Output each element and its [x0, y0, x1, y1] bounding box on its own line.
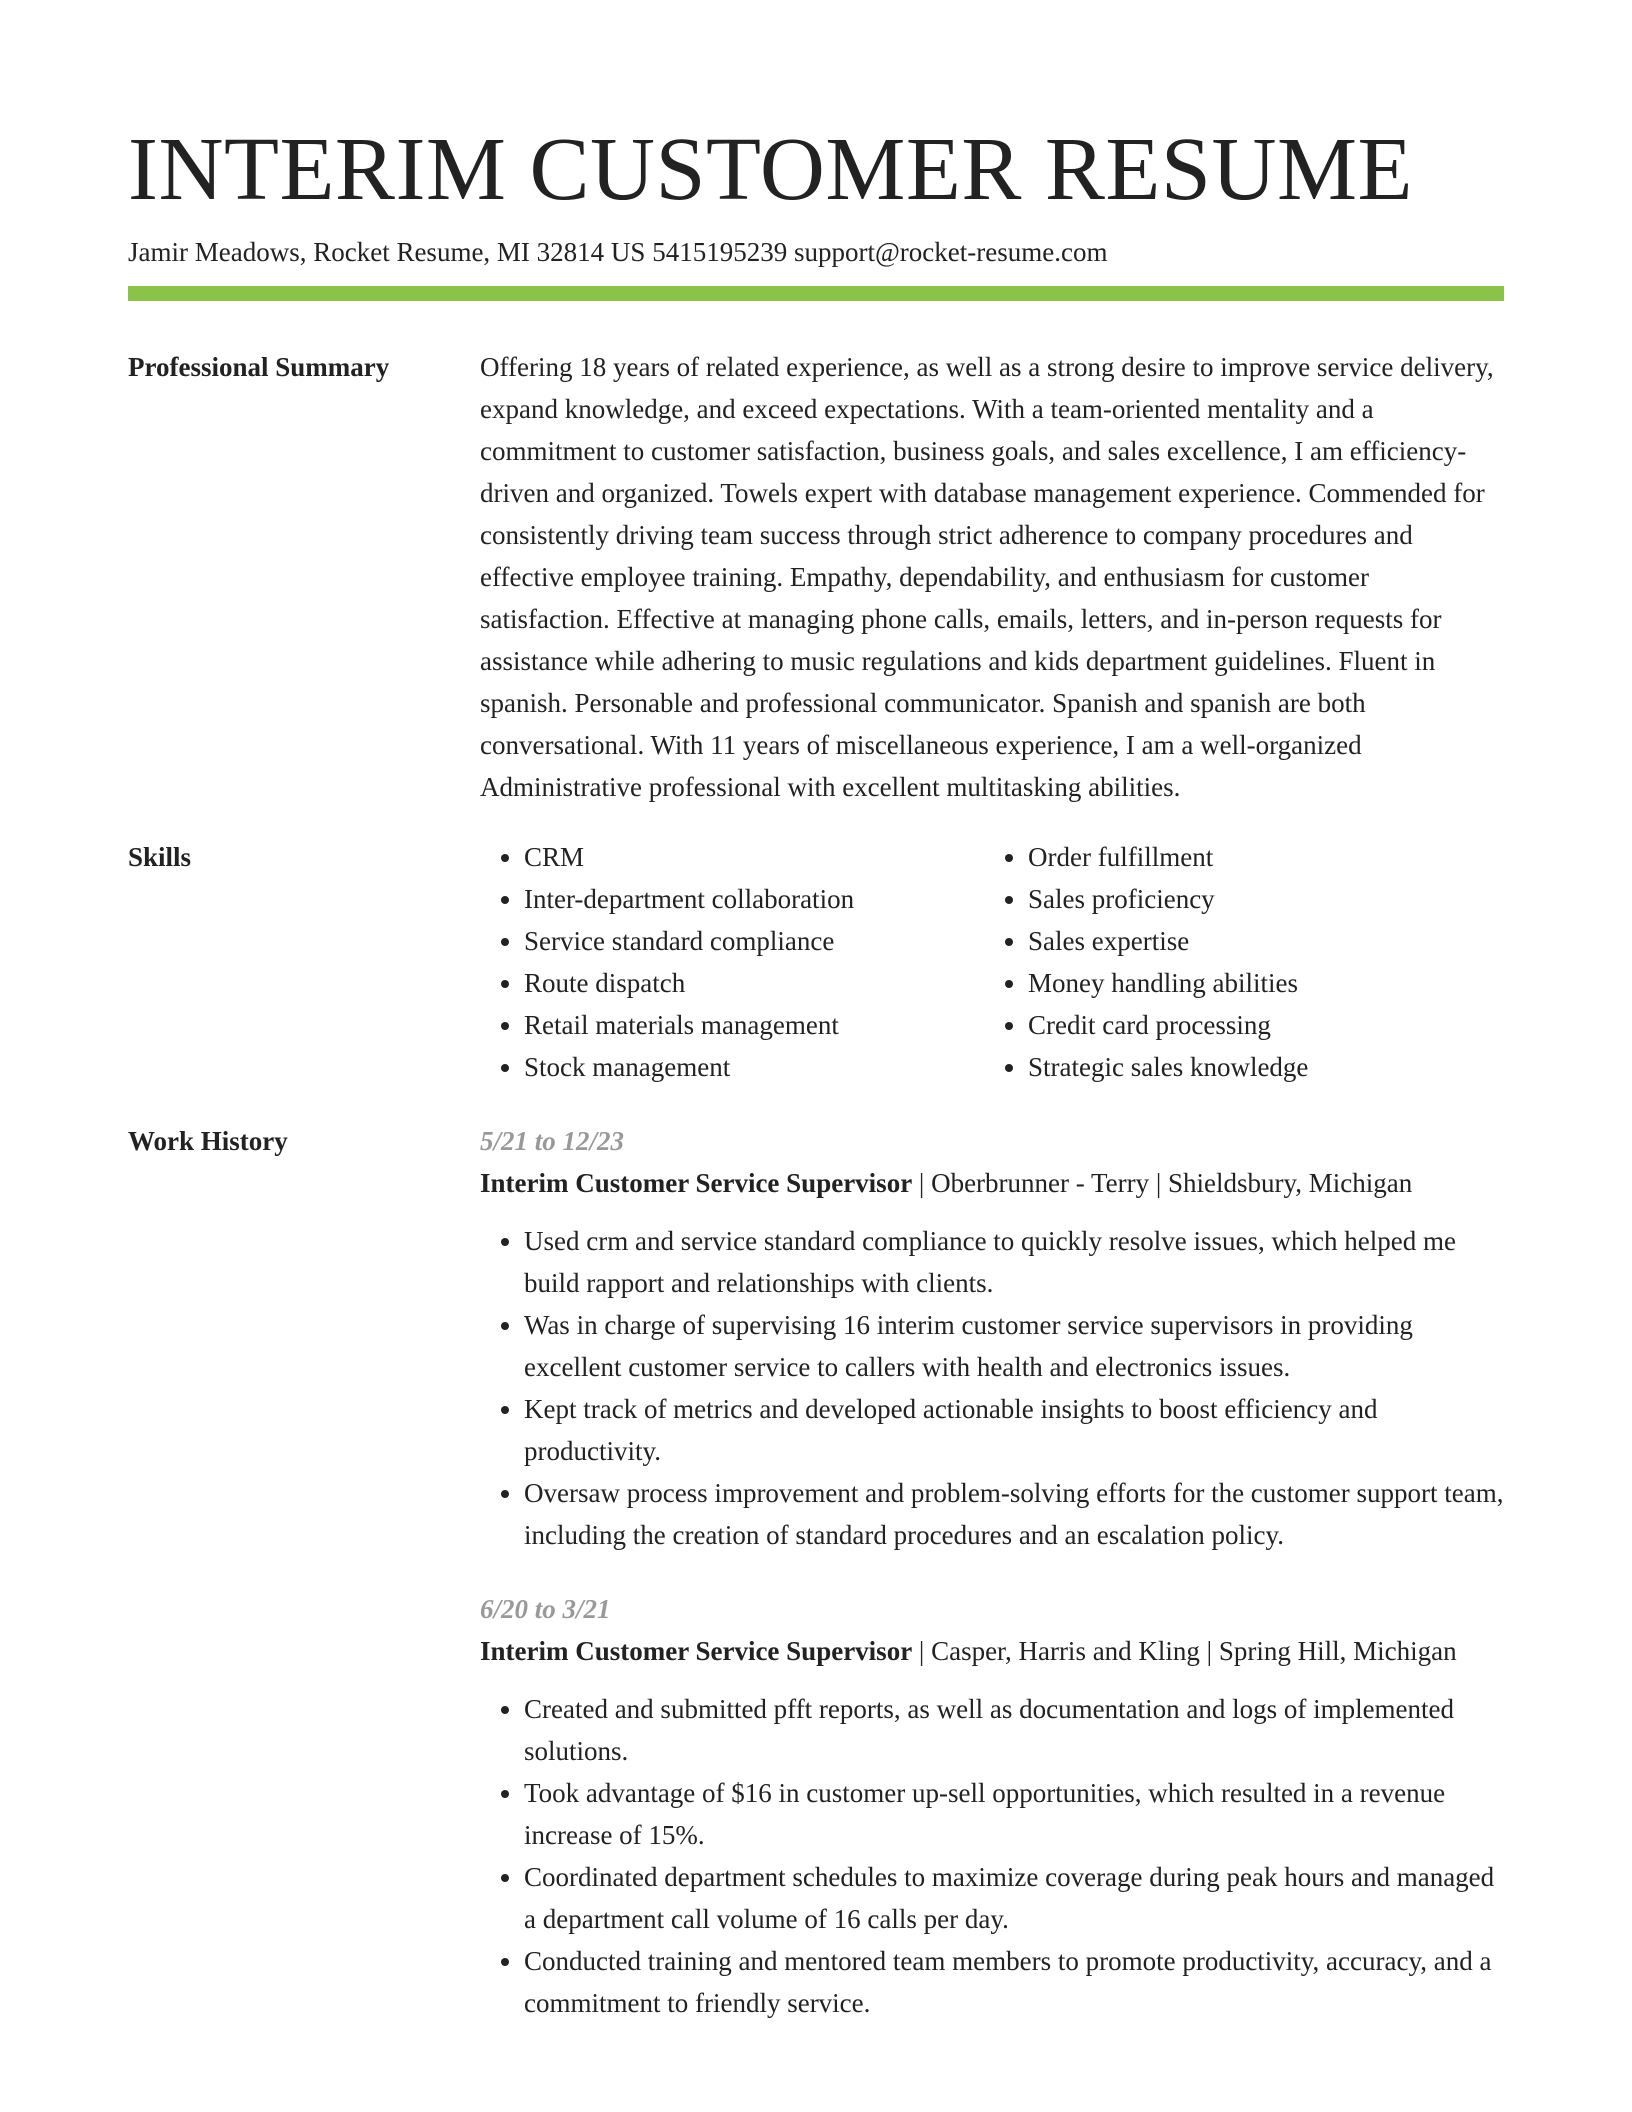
job-entry [480, 1120, 1504, 1556]
job-bullets [480, 1688, 1504, 2024]
list-item: • Oversaw process improvement and problem-solving efforts for the customer support team, including the creation of standard procedures and an escalation policy. [524, 1472, 1504, 1556]
list-item: • Strategic sales knowledge [1028, 1046, 1488, 1088]
list-item: • Conducted training and mentored team members to promote productivity, accuracy, and a commitment to friendly service. [524, 1940, 1504, 2024]
section-label-work: Work History [128, 1126, 288, 1156]
list-item: • Was in charge of supervising 16 interim customer service supervisors in providing excellent customer service to callers with health and electronics issues. [524, 1304, 1504, 1388]
list-item: • Order fulfillment [1028, 836, 1488, 878]
skills-list-right [984, 836, 1488, 1088]
list-item: • Stock management [524, 1046, 984, 1088]
list-item: • Retail materials management [524, 1004, 984, 1046]
resume-title: INTERIM CUSTOMER RESUME [128, 120, 1413, 219]
list-item: • Credit card processing [1028, 1004, 1488, 1046]
section-label-summary: Professional Summary [128, 352, 390, 382]
list-item: • Coordinated department schedules to maximize coverage during peak hours and managed a department call volume of 16 calls per day. [524, 1856, 1504, 1940]
list-item: • Kept track of metrics and developed actionable insights to boost efficiency and productivity. [524, 1388, 1504, 1472]
section-label-skills: Skills [128, 842, 192, 872]
contact-line: Jamir Meadows, Rocket Resume, MI 32814 US 5415195239 support@rocket-resume.com [128, 237, 1108, 267]
list-item: • Inter-department collaboration [524, 878, 984, 920]
summary-text: Offering 18 years of related experience, as well as a strong desire to improve service delivery, expand knowledge, and exceed expectations. With a team-oriented mentality and a commitment to customer satisfaction, business goals, and sales excellence, I am efficiency-driven and organized. Towels expert with database management experience. Commended for consistently driving team success through strict adherence to company procedures and effective employee training. Empathy, dependability, and enthusiasm for customer satisfaction. Effective at managing phone calls, emails, letters, and in-person requests for assistance while adhering to music regulations and kids department guidelines. Fluent in spanish. Personable and professional communicator. Spanish and spanish are both conversational. With 11 years of miscellaneous experience, I am a well-organized Administrative professional with excellent multitasking abilities. [480, 352, 1494, 802]
list-item: • Route dispatch [524, 962, 984, 1004]
list-item: • Used crm and service standard compliance to quickly resolve issues, which helped me build rapport and relationships with clients. [524, 1220, 1504, 1304]
summary-body [480, 346, 1504, 808]
list-item: • Sales expertise [1028, 920, 1488, 962]
skills-list-left [480, 836, 984, 1088]
list-item: • Sales proficiency [1028, 878, 1488, 920]
list-item: • Took advantage of $16 in customer up-sell opportunities, which resulted in a revenue increase of 15%. [524, 1772, 1504, 1856]
job-entry [480, 1588, 1504, 2024]
job-title: Interim Customer Service Supervisor [480, 1168, 913, 1198]
list-item: • Service standard compliance [524, 920, 984, 962]
list-item: • CRM [524, 836, 984, 878]
job-dates: 5/21 to 12/23 [480, 1126, 625, 1156]
header-divider [128, 286, 1504, 301]
job-heading [480, 1162, 1504, 1204]
job-details: | Casper, Harris and Kling | Spring Hill, Michigan [912, 1636, 1457, 1666]
list-item: • Created and submitted pfft reports, as well as documentation and logs of implemented solutions. [524, 1688, 1504, 1772]
job-title: Interim Customer Service Supervisor [480, 1636, 913, 1666]
job-dates: 6/20 to 3/21 [480, 1594, 611, 1624]
resume-header [128, 120, 1504, 270]
job-details: | Oberbrunner - Terry | Shieldsbury, Michigan [912, 1168, 1413, 1198]
work-body [480, 1120, 1504, 2024]
job-bullets [480, 1220, 1504, 1556]
job-heading [480, 1630, 1504, 1672]
skills-body [480, 836, 1504, 1088]
list-item: • Money handling abilities [1028, 962, 1488, 1004]
